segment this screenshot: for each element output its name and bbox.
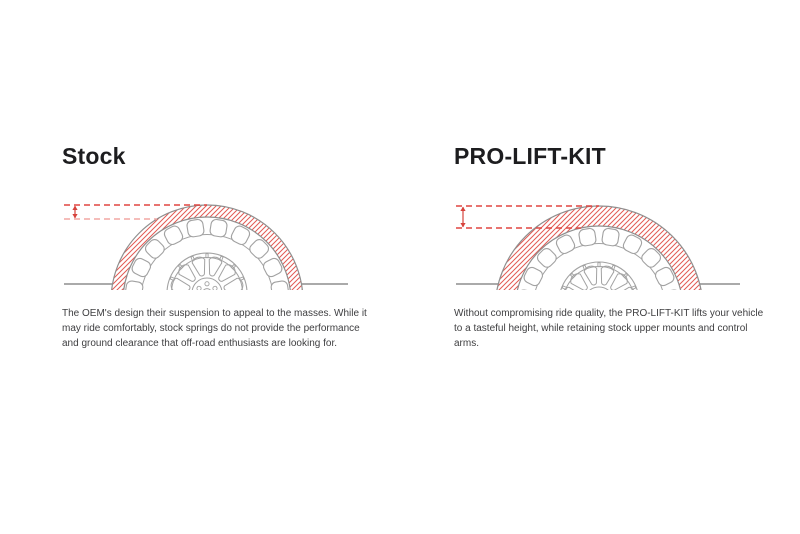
wheel-rim bbox=[559, 262, 639, 295]
text-line: to a tasteful height, while retaining stock upper mounts and control bbox=[454, 323, 748, 334]
pro-lift-kit-title: PRO-LIFT-KIT bbox=[454, 143, 606, 169]
text-line: and ground clearance that off-road enthusiasts are looking for. bbox=[62, 338, 337, 349]
pro-lift-kit-illustration bbox=[454, 190, 744, 295]
text-line: Without compromising ride quality, the PRO-LIFT-KIT lifts your vehicle bbox=[454, 308, 764, 319]
stock-illustration bbox=[62, 190, 352, 295]
pro-lift-kit-column bbox=[454, 0, 764, 534]
stock-wheel-drawing bbox=[62, 190, 352, 295]
stock-description bbox=[62, 306, 367, 351]
wheel-rim bbox=[167, 253, 247, 295]
text-line: may ride comfortably, stock springs do not provide the performance bbox=[62, 323, 360, 334]
text-line: arms. bbox=[454, 338, 479, 349]
lift-wheel-drawing bbox=[454, 190, 744, 295]
text-line: The OEM's design their suspension to appeal to the masses. While it bbox=[62, 308, 367, 319]
stock-title: Stock bbox=[62, 143, 126, 169]
stock-column bbox=[62, 0, 367, 534]
pro-lift-kit-description bbox=[454, 306, 763, 351]
